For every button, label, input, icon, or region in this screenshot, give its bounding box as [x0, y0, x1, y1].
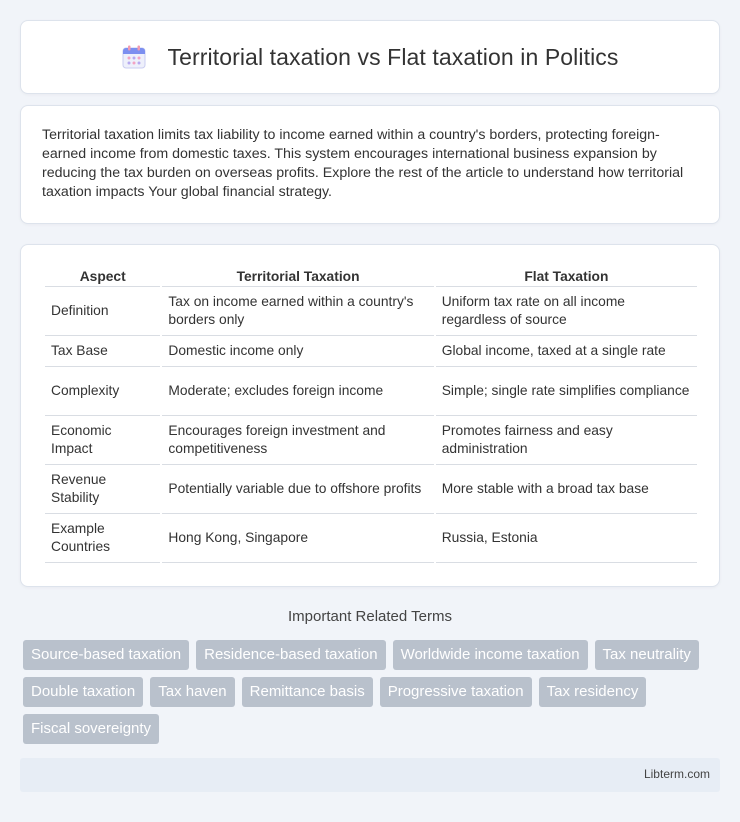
cell-territorial: Moderate; excludes foreign income — [162, 367, 433, 416]
comparison-table-card — [20, 244, 720, 587]
related-tag[interactable]: Source-based taxation — [23, 640, 189, 670]
cell-territorial: Encourages foreign investment and competitiveness — [162, 416, 433, 465]
cell-territorial: Domestic income only — [162, 336, 433, 367]
table-row — [45, 287, 697, 336]
cell-aspect: Revenue Stability — [45, 465, 160, 514]
header-territorial: Territorial Taxation — [162, 265, 433, 287]
table-row — [45, 367, 697, 416]
calendar-icon — [121, 44, 147, 70]
cell-flat: Uniform tax rate on all income regardless of source — [436, 287, 697, 336]
cell-aspect: Tax Base — [45, 336, 160, 367]
cell-flat: Russia, Estonia — [436, 514, 697, 563]
table-row — [45, 465, 697, 514]
related-tag[interactable]: Tax haven — [150, 677, 234, 707]
related-tag[interactable]: Worldwide income taxation — [393, 640, 588, 670]
related-tag[interactable]: Remittance basis — [242, 677, 373, 707]
related-tag[interactable]: Tax neutrality — [595, 640, 699, 670]
header-aspect: Aspect — [45, 265, 160, 287]
cell-flat: Simple; single rate simplifies compliance — [436, 367, 697, 416]
table-row — [45, 416, 697, 465]
page-title: Territorial taxation vs Flat taxation in Politics — [167, 43, 619, 70]
related-tag[interactable]: Double taxation — [23, 677, 143, 707]
cell-aspect: Definition — [45, 287, 160, 336]
related-tag[interactable]: Residence-based taxation — [196, 640, 385, 670]
header-flat: Flat Taxation — [436, 265, 697, 287]
cell-territorial: Tax on income earned within a country's borders only — [162, 287, 433, 336]
related-tag[interactable]: Tax residency — [539, 677, 647, 707]
footer — [20, 758, 720, 792]
cell-territorial: Hong Kong, Singapore — [162, 514, 433, 563]
intro-card — [20, 105, 720, 224]
cell-flat: More stable with a broad tax base — [436, 465, 697, 514]
cell-aspect: Economic Impact — [45, 416, 160, 465]
related-tag[interactable]: Progressive taxation — [380, 677, 532, 707]
header-card — [20, 20, 720, 94]
cell-flat: Promotes fairness and easy administration — [436, 416, 697, 465]
footer-brand-link[interactable]: Libterm.com — [643, 767, 710, 781]
related-tag[interactable]: Fiscal sovereignty — [23, 714, 159, 744]
table-row — [45, 336, 697, 367]
cell-aspect: Example Countries — [45, 514, 160, 563]
related-terms-list — [23, 640, 723, 744]
table-header-row — [45, 265, 697, 287]
cell-flat: Global income, taxed at a single rate — [436, 336, 697, 367]
cell-territorial: Potentially variable due to offshore profits — [162, 465, 433, 514]
table-row — [45, 514, 697, 563]
cell-aspect: Complexity — [45, 367, 160, 416]
related-terms-title: Important Related Terms — [288, 608, 452, 625]
comparison-table — [43, 265, 699, 563]
intro-text: Territorial taxation limits tax liability to income earned within a country's borders, protecting foreign-earned income from domestic taxes. This system encourages international business expansion by reducing the tax burden on overseas profits. Explore the rest of the article to understand how territorial taxation impacts Your global financial strategy. — [42, 127, 684, 200]
